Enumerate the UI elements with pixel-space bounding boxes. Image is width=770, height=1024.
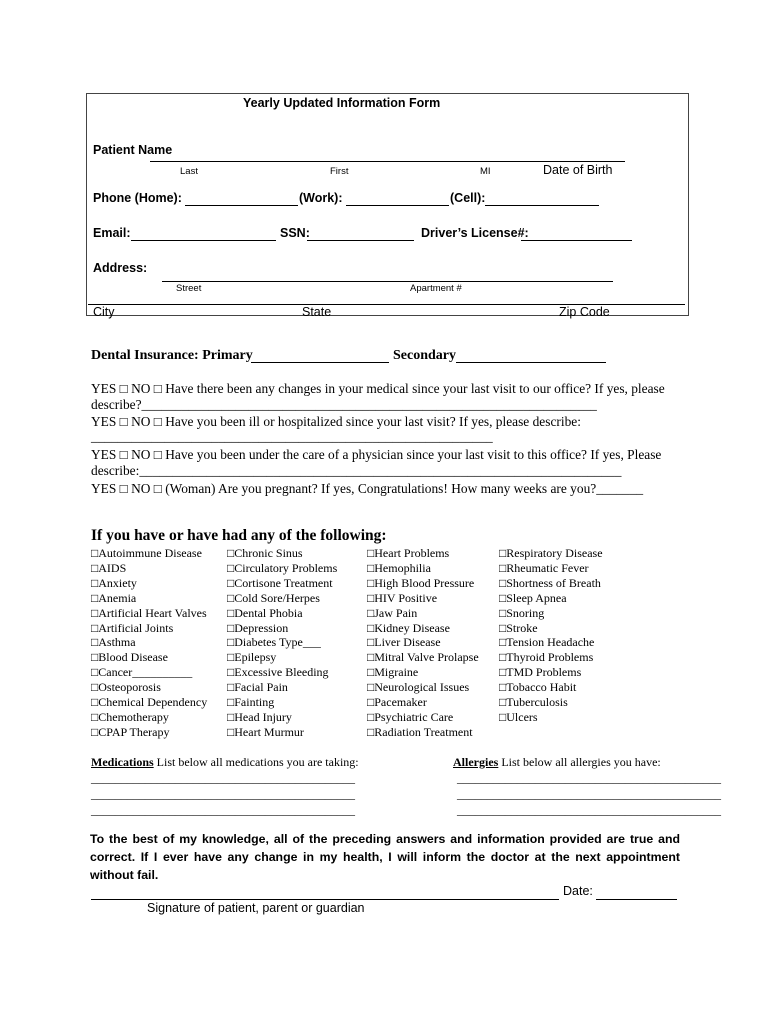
condition-checkbox[interactable]: □Tuberculosis bbox=[499, 695, 568, 710]
condition-checkbox[interactable]: □Circulatory Problems bbox=[227, 560, 338, 575]
conditions-column-3 bbox=[367, 546, 479, 740]
question-ill-hospitalized: YES □ NO □ Have you been ill or hospitalized since your last visit? If yes, please describe: bbox=[91, 414, 581, 429]
question-physician-care: YES □ NO □ Have you been under the care of a physician since your last visit to this office? If yes, Please bbox=[91, 447, 662, 462]
patient-name-field[interactable] bbox=[150, 161, 625, 162]
phone-home-label: Phone (Home): bbox=[93, 191, 182, 205]
medications-line-2[interactable]: ____________________________________________ bbox=[91, 787, 355, 801]
condition-checkbox[interactable]: □TMD Problems bbox=[499, 665, 582, 680]
last-name-caption: Last bbox=[180, 166, 198, 177]
middle-initial-caption: MI bbox=[480, 166, 491, 177]
condition-checkbox[interactable]: □Dental Phobia bbox=[227, 605, 303, 620]
dental-insurance-secondary-label: Secondary bbox=[393, 348, 456, 363]
condition-checkbox[interactable]: □Migraine bbox=[367, 665, 419, 680]
condition-checkbox[interactable]: □Tension Headache bbox=[499, 635, 595, 650]
ssn-label: SSN: bbox=[280, 226, 310, 240]
insurance-secondary-field[interactable] bbox=[456, 362, 606, 363]
question-physician-care-describe[interactable]: describe:________________________________________________________________________ bbox=[91, 463, 622, 478]
condition-checkbox[interactable]: □Depression bbox=[227, 620, 289, 635]
phone-cell-field[interactable] bbox=[485, 205, 599, 206]
condition-checkbox[interactable]: □Sleep Apnea bbox=[499, 590, 567, 605]
condition-checkbox[interactable]: □Diabetes Type___ bbox=[227, 635, 321, 650]
condition-checkbox[interactable]: □Heart Murmur bbox=[227, 724, 304, 739]
medications-line-1[interactable]: ____________________________________________ bbox=[91, 771, 355, 785]
signature-field[interactable] bbox=[91, 899, 559, 900]
phone-cell-label: (Cell): bbox=[450, 191, 486, 205]
city-caption: City bbox=[93, 305, 115, 319]
condition-checkbox[interactable]: □Ulcers bbox=[499, 709, 538, 724]
condition-checkbox[interactable]: □Psychiatric Care bbox=[367, 709, 454, 724]
apartment-caption: Apartment # bbox=[410, 283, 462, 294]
allergies-line-1[interactable]: ____________________________________________ bbox=[457, 771, 721, 785]
medications-line-3[interactable]: ____________________________________________ bbox=[91, 803, 355, 817]
condition-checkbox[interactable]: □Excessive Bleeding bbox=[227, 665, 329, 680]
condition-checkbox[interactable]: □Asthma bbox=[91, 635, 136, 650]
conditions-column-1 bbox=[91, 546, 207, 740]
email-field[interactable] bbox=[131, 240, 276, 241]
street-caption: Street bbox=[176, 283, 202, 294]
condition-checkbox[interactable]: □Liver Disease bbox=[367, 635, 441, 650]
condition-checkbox[interactable]: □Chronic Sinus bbox=[227, 546, 303, 560]
condition-checkbox[interactable]: □Epilepsy bbox=[227, 650, 277, 665]
condition-checkbox[interactable]: □Blood Disease bbox=[91, 650, 168, 665]
phone-work-label: (Work): bbox=[299, 191, 343, 205]
drivers-license-label: Driver’s License#: bbox=[421, 226, 529, 240]
condition-checkbox[interactable]: □Osteoporosis bbox=[91, 680, 161, 695]
condition-checkbox[interactable]: □Jaw Pain bbox=[367, 605, 418, 620]
attestation-statement: To the best of my knowledge, all of the preceding answers and information provided are true and correct. If I ever have any change in my health, I will inform the doctor at the next appointment without fail. bbox=[90, 832, 680, 882]
condition-checkbox[interactable]: □Cancer__________ bbox=[91, 665, 193, 680]
medications-instructions: List below all medications you are taking: bbox=[153, 755, 359, 769]
question-medical-changes: YES □ NO □ Have there been any changes in your medical since your last visit to our office? If yes, please bbox=[91, 381, 665, 396]
form-title: Yearly Updated Information Form bbox=[243, 96, 441, 110]
condition-checkbox[interactable]: □Heart Problems bbox=[367, 546, 450, 560]
condition-checkbox[interactable]: □AIDS bbox=[91, 560, 127, 575]
address-label: Address: bbox=[93, 261, 148, 275]
condition-checkbox[interactable]: □Snoring bbox=[499, 605, 545, 620]
condition-checkbox[interactable]: □Cold Sore/Herpes bbox=[227, 590, 320, 605]
conditions-heading: If you have or have had any of the following: bbox=[91, 527, 387, 544]
condition-checkbox[interactable]: □Radiation Treatment bbox=[367, 724, 473, 739]
condition-checkbox[interactable]: □Chemotherapy bbox=[91, 709, 169, 724]
first-name-caption: First bbox=[330, 166, 349, 177]
question-ill-hospitalized-describe[interactable]: ____________________________________________________________ bbox=[91, 429, 493, 444]
condition-checkbox[interactable]: □Head Injury bbox=[227, 709, 292, 724]
medications-header bbox=[91, 755, 359, 770]
date-label: Date: bbox=[563, 884, 593, 898]
medications-label: Medications bbox=[91, 755, 154, 769]
conditions-column-2 bbox=[227, 546, 337, 740]
condition-checkbox[interactable]: □Chemical Dependency bbox=[91, 695, 208, 710]
phone-work-field[interactable] bbox=[346, 205, 449, 206]
insurance-primary-field[interactable] bbox=[251, 362, 389, 363]
date-of-birth-caption: Date of Birth bbox=[543, 163, 613, 177]
condition-checkbox[interactable]: □Cortisone Treatment bbox=[227, 575, 333, 590]
allergies-line-3[interactable]: ____________________________________________ bbox=[457, 803, 721, 817]
drivers-license-field[interactable] bbox=[521, 240, 632, 241]
condition-checkbox[interactable]: □Thyroid Problems bbox=[499, 650, 594, 665]
email-label: Email: bbox=[93, 226, 131, 240]
dental-insurance-primary-label: Dental Insurance: Primary bbox=[91, 348, 253, 363]
condition-checkbox[interactable]: □Stroke bbox=[499, 620, 538, 635]
condition-checkbox[interactable]: □Facial Pain bbox=[227, 680, 288, 695]
condition-checkbox[interactable]: □HIV Positive bbox=[367, 590, 438, 605]
state-caption: State bbox=[302, 305, 332, 319]
condition-checkbox[interactable]: □CPAP Therapy bbox=[91, 724, 170, 739]
ssn-field[interactable] bbox=[307, 240, 414, 241]
condition-checkbox[interactable]: □Artificial Heart Valves bbox=[91, 605, 207, 620]
condition-checkbox[interactable]: □Tobacco Habit bbox=[499, 680, 577, 695]
phone-home-field[interactable] bbox=[185, 205, 298, 206]
conditions-column-4 bbox=[499, 546, 603, 725]
signature-date-field[interactable] bbox=[596, 899, 677, 900]
condition-checkbox[interactable]: □Hemophilia bbox=[367, 560, 431, 575]
allergies-instructions: List below all allergies you have: bbox=[498, 755, 661, 769]
question-pregnant: YES □ NO □ (Woman) Are you pregnant? If yes, Congratulations! How many weeks are you?_______ bbox=[91, 481, 644, 496]
question-medical-changes-describe[interactable]: describe?____________________________________________________________________ bbox=[91, 397, 597, 412]
condition-checkbox[interactable]: □Rheumatic Fever bbox=[499, 560, 589, 575]
condition-checkbox[interactable]: □Artificial Joints bbox=[91, 620, 174, 635]
patient-name-label: Patient Name bbox=[93, 143, 173, 157]
allergies-label: Allergies bbox=[453, 755, 499, 769]
condition-checkbox[interactable]: □Shortness of Breath bbox=[499, 575, 601, 590]
condition-checkbox[interactable]: □Kidney Disease bbox=[367, 620, 450, 635]
condition-checkbox[interactable]: □Autoimmune Disease bbox=[91, 546, 202, 560]
condition-checkbox[interactable]: □Anxiety bbox=[91, 575, 137, 590]
condition-checkbox[interactable]: □Fainting bbox=[227, 695, 275, 710]
condition-checkbox[interactable]: □High Blood Pressure bbox=[367, 575, 475, 590]
condition-checkbox[interactable]: □Neurological Issues bbox=[367, 680, 470, 695]
condition-checkbox[interactable]: □Mitral Valve Prolapse bbox=[367, 650, 479, 665]
allergies-header bbox=[453, 755, 661, 770]
street-field[interactable] bbox=[162, 281, 613, 282]
condition-checkbox[interactable]: □Pacemaker bbox=[367, 695, 427, 710]
condition-checkbox[interactable]: □Anemia bbox=[91, 590, 137, 605]
allergies-line-2[interactable]: ____________________________________________ bbox=[457, 787, 721, 801]
signature-caption: Signature of patient, parent or guardian bbox=[147, 901, 365, 915]
condition-checkbox[interactable]: □Respiratory Disease bbox=[499, 546, 603, 560]
zip-code-caption: Zip Code bbox=[559, 305, 610, 319]
